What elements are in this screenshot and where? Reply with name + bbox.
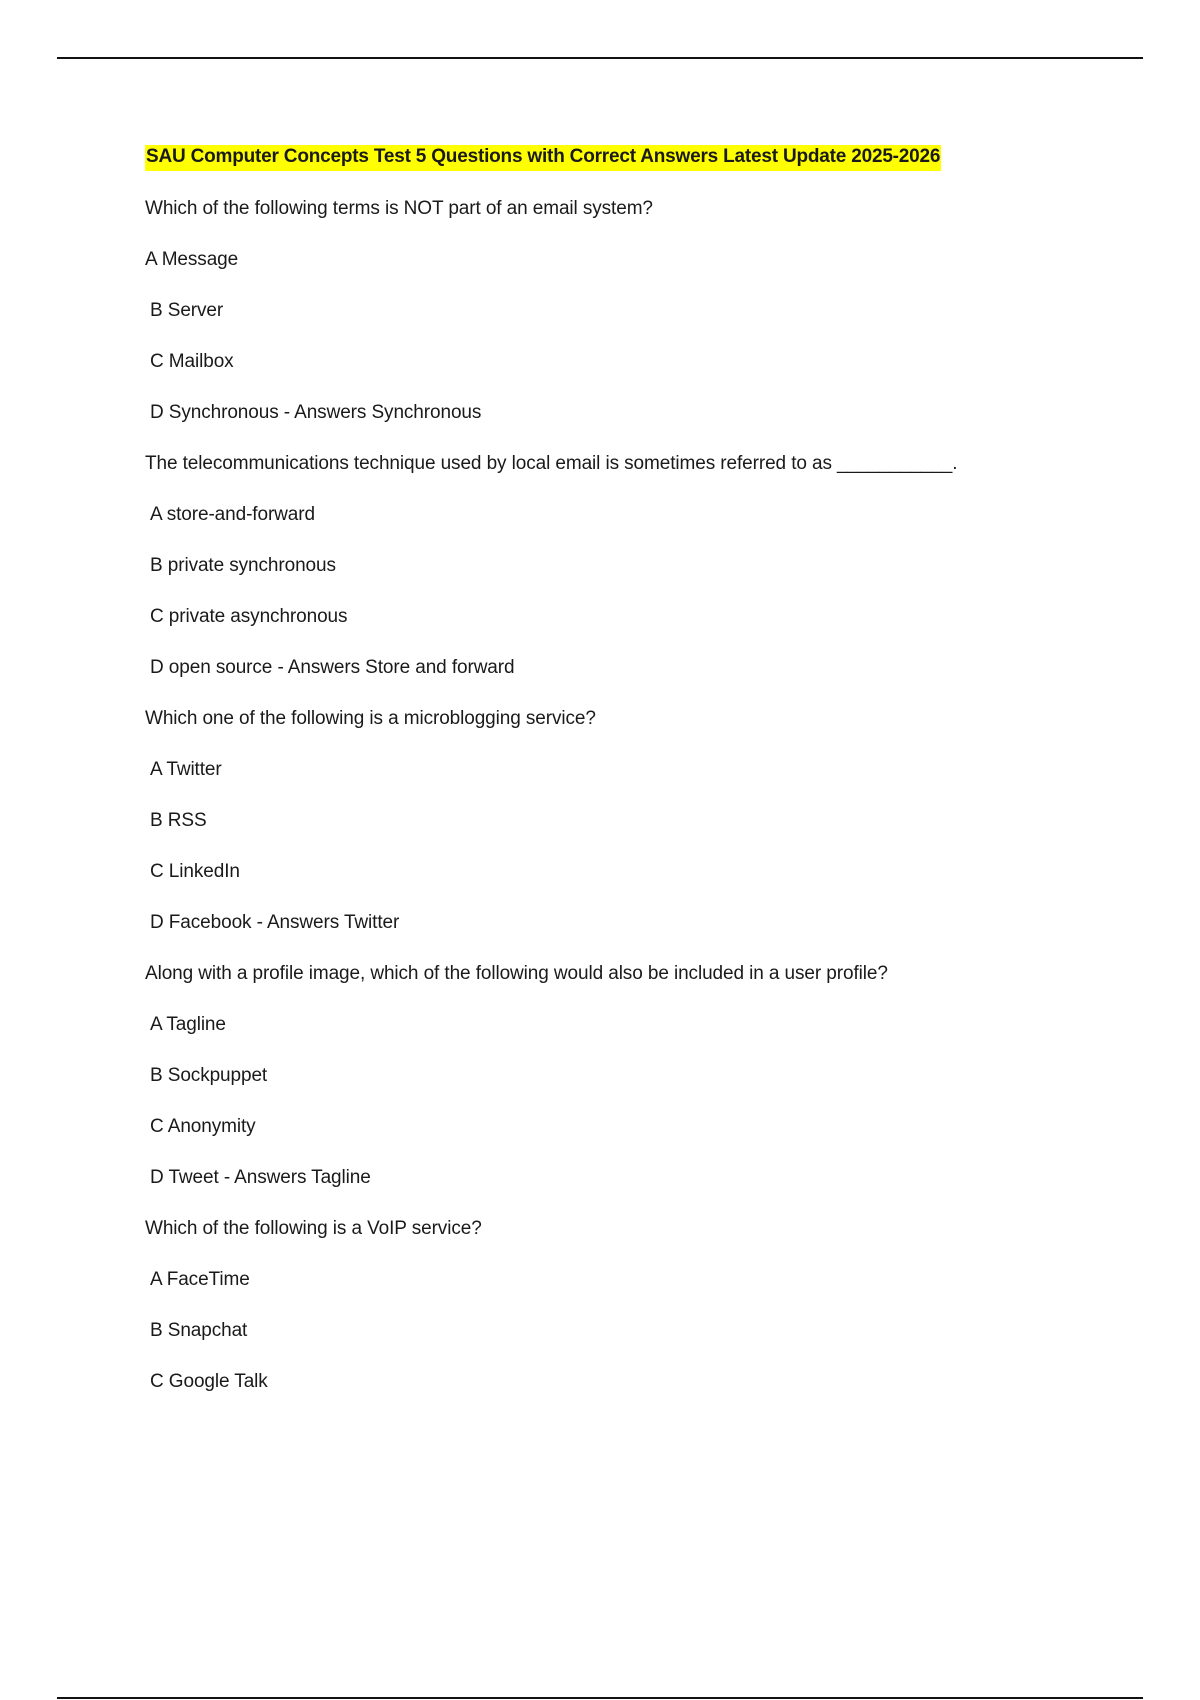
page-bottom-rule (57, 1697, 1143, 1699)
question-2-option-b: B private synchronous (150, 555, 336, 576)
question-1-option-a: A Message (145, 249, 239, 270)
question-3-option-d-answer: D Facebook - Answers Twitter (150, 912, 400, 933)
document-title: SAU Computer Concepts Test 5 Questions with Correct Answers Latest Update 2025-2026 (145, 145, 941, 171)
question-4-option-a: A Tagline (150, 1014, 226, 1035)
question-5-option-b: B Snapchat (150, 1320, 248, 1341)
question-3-option-b: B RSS (150, 810, 207, 831)
question-3-option-c: C LinkedIn (150, 861, 240, 882)
question-4: Along with a profile image, which of the following would also be included in a user profile? (145, 963, 888, 984)
question-3-option-a: A Twitter (150, 759, 222, 780)
question-5: Which of the following is a VoIP service? (145, 1218, 482, 1239)
question-2-option-c: C private asynchronous (150, 606, 348, 627)
question-2: The telecommunications technique used by local email is sometimes referred to as ___________. (145, 453, 958, 474)
page-top-rule (57, 57, 1143, 59)
question-5-option-c: C Google Talk (150, 1371, 268, 1392)
question-1-option-d-answer: D Synchronous - Answers Synchronous (150, 402, 482, 423)
question-4-option-d-answer: D Tweet - Answers Tagline (150, 1167, 371, 1188)
question-4-option-c: C Anonymity (150, 1116, 256, 1137)
question-1-option-c: C Mailbox (150, 351, 234, 372)
question-1-option-b: B Server (150, 300, 224, 321)
question-3: Which one of the following is a microblogging service? (145, 708, 596, 729)
question-2-option-a: A store-and-forward (150, 504, 315, 525)
document-body (145, 145, 1105, 1395)
question-5-option-a: A FaceTime (150, 1269, 250, 1290)
question-4-option-b: B Sockpuppet (150, 1065, 268, 1086)
question-1: Which of the following terms is NOT part of an email system? (145, 198, 653, 219)
question-2-option-d-answer: D open source - Answers Store and forward (150, 657, 515, 678)
